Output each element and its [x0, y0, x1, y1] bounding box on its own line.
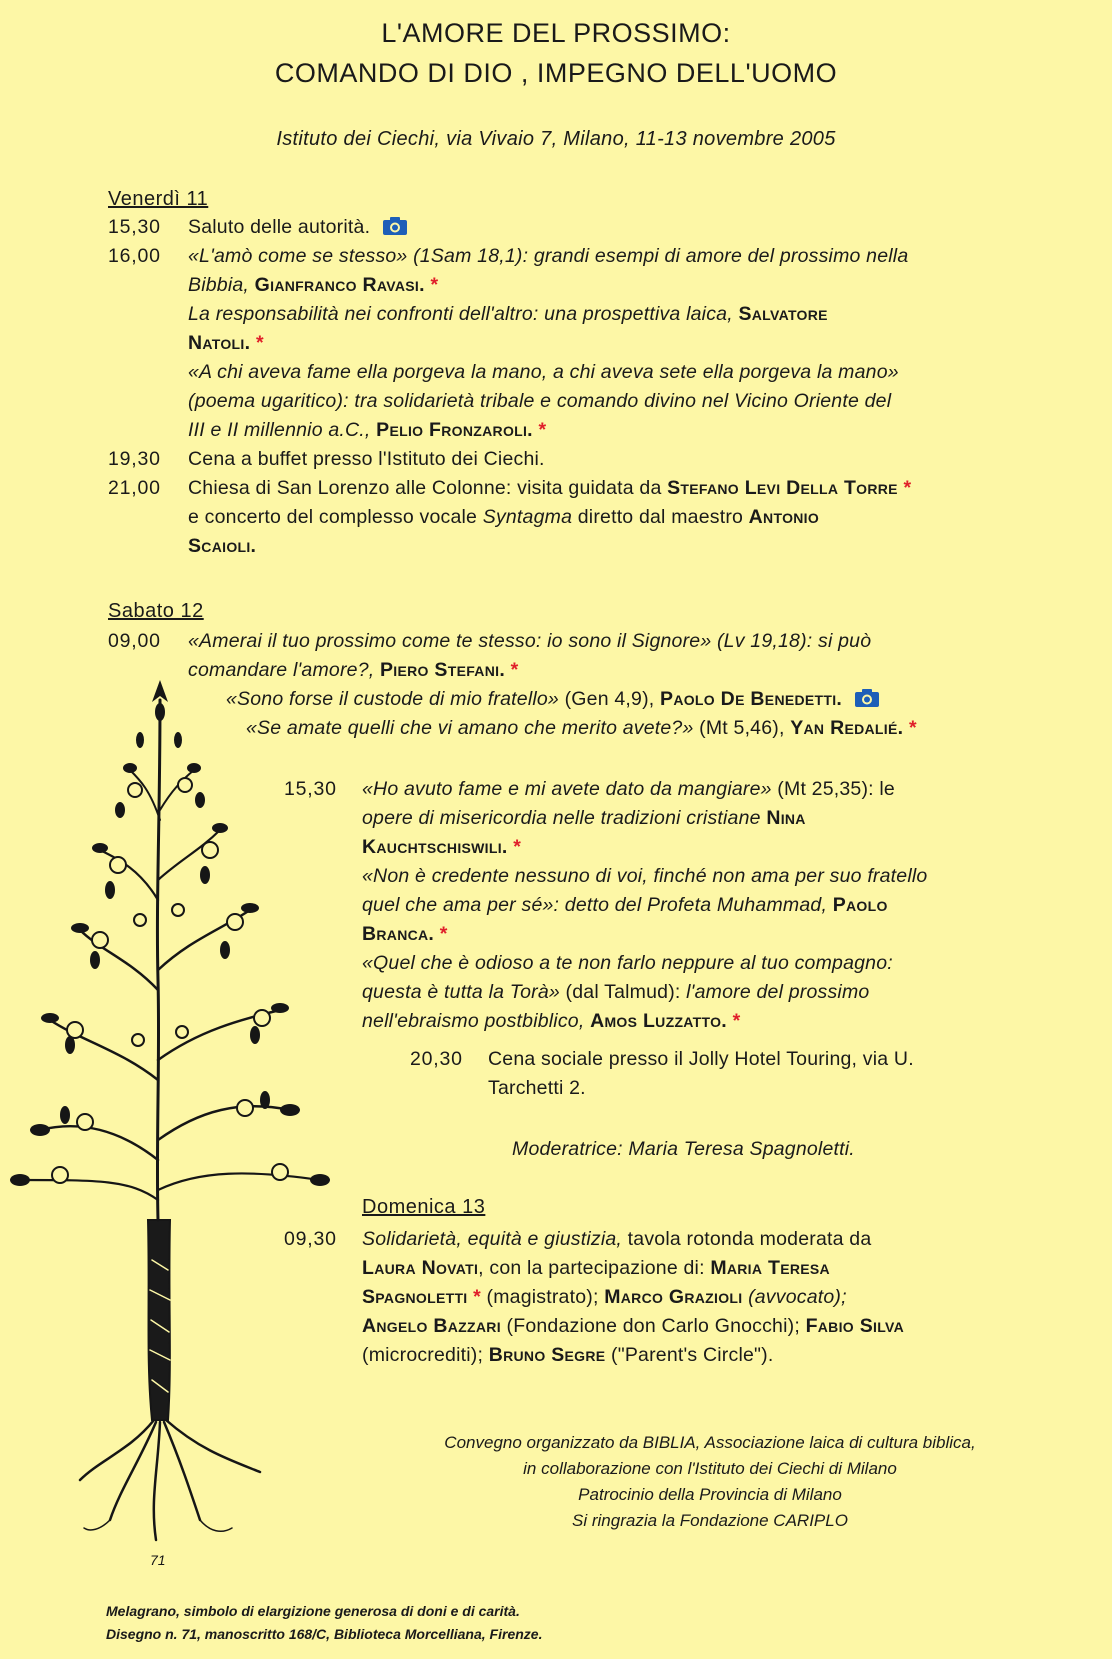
star-marker: *: [903, 477, 912, 499]
talk-line: [246, 717, 917, 740]
speaker-name: Nina: [766, 807, 806, 829]
star-marker: *: [538, 419, 547, 441]
talk-text: «Ho avuto fame e mi avete dato da mangiare»: [362, 778, 772, 800]
talk-line: [362, 1010, 740, 1033]
moderator-line: Moderatrice: Maria Teresa Spagnoletti.: [512, 1138, 855, 1160]
talk-text: questa è tutta la Torà»: [362, 981, 560, 1003]
talk-text: «Se amate quelli che vi amano che merito avete?»: [246, 717, 694, 739]
event-dinner: Cena a buffet presso l'Istituto dei Ciechi.: [188, 448, 545, 470]
star-marker: *: [510, 659, 519, 681]
time-1600: 16,00: [108, 245, 161, 267]
talk-text: quel che ama per sé»: detto del Profeta Muhammad,: [362, 894, 833, 916]
event-text: diretto dal maestro: [572, 506, 749, 528]
roundtable-text: (microcrediti);: [362, 1344, 489, 1366]
speaker-name: Maria Teresa: [710, 1257, 830, 1279]
event-line: [188, 506, 819, 529]
star-marker: *: [255, 332, 264, 354]
credit-line-1: Convegno organizzato da BIBLIA, Associazione laica di cultura biblica,: [444, 1433, 976, 1452]
talk-ref: (Mt 5,46),: [693, 717, 791, 739]
caption-line-1: Melagrano, simbolo di elargizione generosa di doni e di carità.: [106, 1603, 520, 1619]
speaker-name: Gianfranco Ravasi.: [254, 274, 425, 296]
speaker-name: Amos Luzzatto.: [590, 1010, 728, 1032]
day-heading-saturday: Sabato 12: [108, 600, 204, 622]
camera-icon: [854, 688, 880, 708]
talk-line: [188, 274, 438, 297]
speaker-name: Laura Novati: [362, 1257, 479, 1279]
roundtable-text: ("Parent's Circle").: [605, 1344, 774, 1366]
day-heading-sunday: Domenica 13: [362, 1196, 486, 1218]
event-social-dinner-cont: Tarchetti 2.: [488, 1077, 586, 1099]
talk-text: La responsabilità nei confronti dell'altro: una prospettiva laica,: [188, 303, 739, 325]
talk-line: [362, 981, 869, 1004]
talk-line: «Quel che è odioso a te non farlo neppure al tuo compagno:: [362, 952, 893, 974]
time-2030: 20,30: [410, 1048, 463, 1070]
talk-line: «A chi aveva fame ella porgeva la mano, a chi aveva sete ella porgeva la mano»: [188, 361, 899, 383]
talk-line: [362, 778, 895, 801]
roundtable-line: [362, 1315, 904, 1338]
event-line: [188, 477, 911, 500]
speaker-name: Scaioli.: [188, 535, 257, 557]
event-greetings: [188, 216, 408, 239]
credit-line-3: Patrocinio della Provincia di Milano: [578, 1485, 842, 1504]
roundtable-line: [362, 1344, 773, 1367]
talk-line: «L'amò come se stesso» (1Sam 18,1): grandi esempi di amore del prossimo nella: [188, 245, 909, 267]
speaker-name: Angelo Bazzari: [362, 1315, 501, 1337]
roundtable-text: , con la partecipazione di:: [478, 1257, 711, 1279]
talk-line: «Non è credente nessuno di voi, finché non ama per suo fratello: [362, 865, 928, 887]
roundtable-text: (magistrato);: [480, 1286, 605, 1308]
star-marker: *: [908, 717, 917, 739]
speaker-name: Marco Grazioli: [604, 1286, 743, 1308]
event-text: Saluto delle autorità.: [188, 216, 371, 238]
credit-line-2: in collaborazione con l'Istituto dei Ciechi di Milano: [523, 1459, 897, 1478]
talk-text: «Sono forse il custode di mio fratello»: [226, 688, 559, 710]
talk-line: [188, 303, 828, 326]
roundtable-title: Solidarietà, equità e giustizia,: [362, 1228, 623, 1250]
credit-line-4: Si ringrazia la Fondazione CARIPLO: [572, 1511, 848, 1530]
speaker-name: Yan Redalié.: [790, 717, 904, 739]
title-line-2: COMANDO DI DIO , IMPEGNO DELL'UOMO: [274, 58, 838, 88]
star-marker: *: [732, 1010, 741, 1032]
speaker-name: Paolo: [832, 894, 888, 916]
speaker-name: Pelio Fronzaroli.: [376, 419, 533, 441]
day-heading-friday: Venerdì 11: [108, 188, 209, 210]
talk-ref: (Gen 4,9),: [558, 688, 661, 710]
talk-line: (poema ugaritico): tra solidarietà tribale e comando divino nel Vicino Oriente del: [188, 390, 892, 412]
talk-line: [362, 807, 806, 830]
speaker-name: Spagnoletti: [362, 1286, 468, 1308]
roundtable-line: [362, 1257, 830, 1280]
event-text: Chiesa di San Lorenzo alle Colonne: visita guidata da: [188, 477, 668, 499]
event-line: [188, 535, 256, 558]
star-marker: *: [473, 1286, 481, 1308]
speaker-name: Kauchtschiswili.: [362, 836, 508, 858]
talk-text: nell'ebraismo postbiblico,: [362, 1010, 591, 1032]
event-text: e concerto del complesso vocale: [188, 506, 483, 528]
time-1930: 19,30: [108, 448, 161, 470]
speaker-name: Branca.: [362, 923, 435, 945]
time-0900: 09,00: [108, 630, 161, 652]
venue-subtitle: Istituto dei Ciechi, via Vivaio 7, Milano, 11-13 novembre 2005: [276, 128, 836, 150]
star-marker: *: [439, 923, 448, 945]
talk-text: l'amore del prossimo: [686, 981, 870, 1003]
drawing-number: 71: [150, 1552, 166, 1568]
camera-icon: [382, 216, 408, 236]
talk-line: [362, 894, 888, 917]
speaker-name: Piero Stefani.: [379, 659, 506, 681]
speaker-name: Natoli.: [188, 332, 251, 354]
time-2100: 21,00: [108, 477, 161, 499]
talk-text: opere di misericordia nelle tradizioni cristiane: [362, 807, 767, 829]
talk-line: «Amerai il tuo prossimo come te stesso: io sono il Signore» (Lv 19,18): si può: [188, 630, 872, 652]
title-line-1: L'AMORE DEL PROSSIMO:: [381, 18, 731, 48]
roundtable-text: (avvocato);: [742, 1286, 847, 1308]
time-0930: 09,30: [284, 1228, 337, 1250]
roundtable-text: tavola rotonda moderata da: [622, 1228, 872, 1250]
time-1530: 15,30: [108, 216, 161, 238]
talk-line: [188, 419, 546, 442]
star-marker: *: [430, 274, 439, 296]
time-1530-sat: 15,30: [284, 778, 337, 800]
event-social-dinner: Cena sociale presso il Jolly Hotel Touring, via U.: [488, 1048, 914, 1070]
talk-ref: (dal Talmud):: [559, 981, 687, 1003]
ensemble-name: Syntagma: [482, 506, 573, 528]
pomegranate-tree-drawing: [0, 660, 340, 1580]
speaker-name: Stefano Levi Della Torre: [667, 477, 898, 499]
speaker-name: Fabio Silva: [805, 1315, 905, 1337]
star-marker: *: [513, 836, 522, 858]
talk-ref: (Mt 25,35): le: [771, 778, 895, 800]
speaker-name: Antonio: [748, 506, 820, 528]
roundtable-text: (Fondazione don Carlo Gnocchi);: [500, 1315, 806, 1337]
talk-line: [362, 923, 448, 946]
roundtable-line: [362, 1228, 871, 1251]
talk-text: III e II millennio a.C.,: [188, 419, 377, 441]
speaker-name: Paolo De Benedetti.: [660, 688, 843, 710]
caption-line-2: Disegno n. 71, manoscritto 168/C, Biblioteca Morcelliana, Firenze.: [106, 1626, 543, 1642]
roundtable-line: [362, 1286, 847, 1309]
talk-text: comandare l'amore?,: [188, 659, 380, 681]
speaker-name: Salvatore: [738, 303, 828, 325]
talk-line: [188, 332, 264, 355]
talk-text: Bibbia,: [188, 274, 255, 296]
speaker-name: Bruno Segre: [488, 1344, 606, 1366]
talk-line: [362, 836, 521, 859]
